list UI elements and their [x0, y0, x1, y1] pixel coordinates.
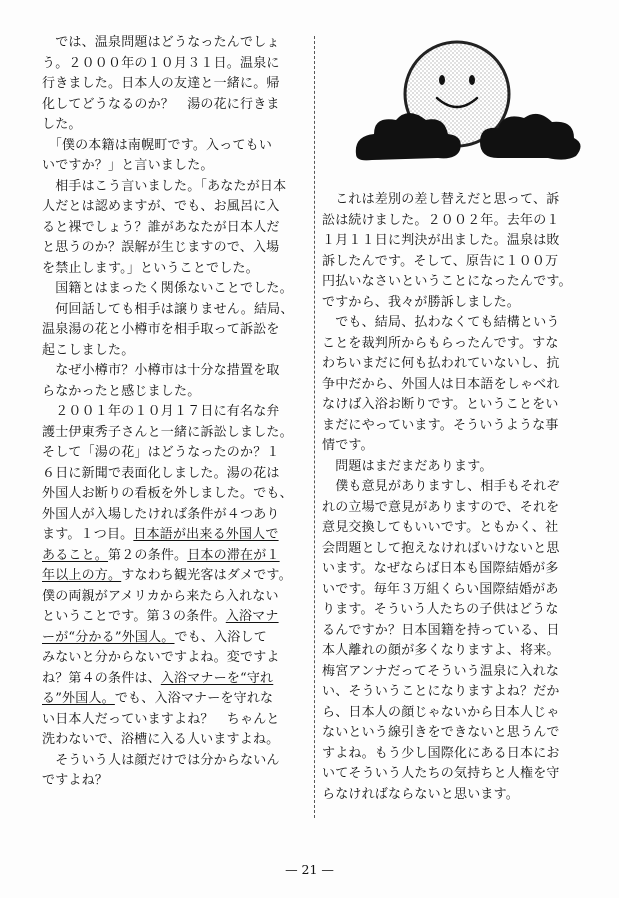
text-line: 洗わないで、浴槽に入る人いますよね。 — [42, 732, 280, 747]
underlined-condition: 入浴マナ — [225, 609, 279, 624]
text-line: みないと分からないですよね。変ですよ — [42, 650, 280, 665]
text-line: 争中だから、外国人は日本語をしゃべれ — [322, 376, 560, 392]
text-line: 問題はまだまだあります。 — [322, 458, 493, 474]
text-line: した。 — [42, 117, 82, 132]
text-line: いてそういう人たちの気持ちと人権を守 — [322, 766, 560, 781]
text-line: を禁止します。」ということでした。 — [42, 260, 259, 276]
text-line: これは差別の差し替えだと思って、訴 — [322, 192, 560, 207]
text-line: 人だとは認めますが、でも、お風呂に入 — [42, 199, 280, 214]
text-line: 梅宮アンナだってそういう温泉に入れな — [322, 663, 560, 679]
text-segment: でも、入浴マナーを守れな — [114, 691, 274, 706]
text-line: 訴したんです。そして、原告に１００万 — [322, 253, 559, 269]
text-line: では、温泉問題はどうなったんでしょ — [42, 35, 280, 50]
column-divider — [314, 36, 315, 818]
text-line: いです。毎年３万組くらい国際結婚があ — [322, 581, 559, 597]
text-line — [42, 566, 304, 587]
text-segment: ということです。第３の条件。 — [42, 609, 226, 624]
text-line: らなかったと感じました。 — [42, 383, 201, 399]
text-line: 国籍とはまったく関係ないことでした。 — [42, 281, 293, 296]
underlined-condition: あること。 — [42, 547, 109, 563]
text-line: すよね。もう少し国際化にある日本にお — [322, 745, 560, 761]
text-line: なけば入浴お断りです。ということをい — [322, 397, 559, 412]
text-line: でも、結局、払わなくても結構という — [322, 315, 560, 330]
text-line: う。２０００年の１０月３１日。温泉に — [42, 55, 280, 71]
text-line: ですから、我々が勝訴しました。 — [322, 294, 521, 310]
text-line: ら、日本人の顔じゃないから日本人じゃ — [322, 704, 560, 720]
text-line: 外国人お断りの看板を外しました。でも、 — [42, 486, 293, 501]
text-line: ると裸でしょう？誰があなたが日本人だ — [42, 219, 280, 235]
text-line: そういう人は顔だけでは分からないん — [42, 752, 280, 768]
text-line: ２００１年の１０月１７日に有名な弁 — [42, 404, 280, 419]
underlined-condition: ーが“分かる”外国人。 — [42, 629, 175, 645]
text-line: ります。そういう人たちの子供はどうな — [322, 602, 559, 617]
text-line: まだにやっています。そういうような事 — [322, 417, 559, 433]
underlined-condition: 日本の滞在が１ — [187, 547, 280, 563]
text-line: います。なぜならば日本も国際結婚が多 — [322, 561, 559, 576]
underlined-condition: 年以上の方。 — [42, 568, 122, 583]
text-line: ことを裁判所からもらったんです。すな — [322, 335, 559, 351]
text-segment: すなわち観光客はダメです。 — [121, 568, 292, 583]
text-segment: ね？第４の条件は、 — [42, 670, 161, 686]
text-line — [42, 607, 304, 628]
text-line — [42, 546, 304, 567]
text-line: 会問題として抱えなければいけないと思 — [322, 540, 560, 556]
text-line — [42, 669, 304, 690]
text-line: ですよね？ — [42, 773, 109, 788]
text-line: るんですか？日本国籍を持っている、日 — [322, 622, 560, 638]
page-number: — 21 — — [285, 862, 334, 877]
underlined-condition: 入浴マナーを“守れ — [160, 670, 274, 686]
text-line: 本人離れの顔が多くなりますよ、将来。 — [322, 643, 560, 658]
text-line: 僕の両親がアメリカから来たら入れない — [42, 588, 279, 604]
text-line: わちいまだに何も払われていないし、抗 — [322, 356, 560, 371]
text-line: ないという線引きをできないと思うんで — [322, 725, 560, 740]
smiling-moon-illustration — [352, 36, 584, 166]
text-line: らなければならないと思います。 — [322, 786, 519, 802]
text-line: 行きました。日本人の友達と一緒に。帰 — [42, 76, 280, 91]
text-line: 起こしました。 — [42, 342, 135, 358]
text-line: 何回話しても相手は譲りません。結局、 — [42, 301, 294, 317]
text-line: 温泉湯の花と小樽市を相手取って訴訟を — [42, 322, 280, 337]
text-line: 僕も意見がありますし、相手もそれぞ — [322, 479, 560, 494]
text-line: と思うのか？誤解が生じますので、入場 — [42, 240, 280, 255]
text-line — [42, 525, 304, 546]
text-line — [42, 628, 304, 649]
text-line: ６日に新聞で表面化しました。湯の花は — [42, 465, 280, 481]
text-line: 化してどうなるのか？ 湯の花に行きま — [42, 96, 280, 112]
right-column — [322, 190, 584, 805]
text-line: なぜ小樽市？小樽市は十分な措置を取 — [42, 363, 280, 378]
underlined-condition: 日本語が出来る外国人で — [133, 527, 279, 542]
text-line: 外国人が入場したければ条件が４つあり — [42, 506, 280, 522]
underlined-condition: る”外国人。 — [42, 691, 115, 706]
text-line: い、そういうことになりますよね？だか — [322, 684, 560, 699]
text-line: 円払いなさいということになったんです。 — [322, 274, 572, 289]
text-line: 情です。 — [322, 438, 374, 453]
text-line: 意見交換してもいいです。ともかく、社 — [322, 520, 559, 535]
text-line — [42, 689, 304, 710]
text-line: そして「湯の花」はどうなったのか？１ — [42, 445, 280, 460]
text-segment: ます。１つ目。 — [42, 527, 134, 542]
text-segment: 第２の条件。 — [108, 547, 188, 563]
text-line: 「僕の本籍は南幌町です。入ってもい — [42, 137, 273, 153]
text-line: い日本人だっていますよね？ ちゃんと — [42, 711, 280, 727]
left-column — [42, 33, 304, 792]
text-line: 相手はこう言いました。「あなたが日本 — [42, 178, 287, 194]
text-line: いですか？」と言いました。 — [42, 158, 214, 173]
text-line: 護士伊東秀子さんと一緒に訴訟しました。 — [42, 424, 293, 440]
text-line: れの立場で意見がありますので、それを — [322, 499, 560, 515]
text-line: 訟は続けました。２００２年。去年の１ — [322, 212, 560, 228]
text-segment: でも、入浴して — [174, 629, 267, 645]
text-line: １月１１日に判決が出ました。温泉は敗 — [322, 233, 560, 248]
